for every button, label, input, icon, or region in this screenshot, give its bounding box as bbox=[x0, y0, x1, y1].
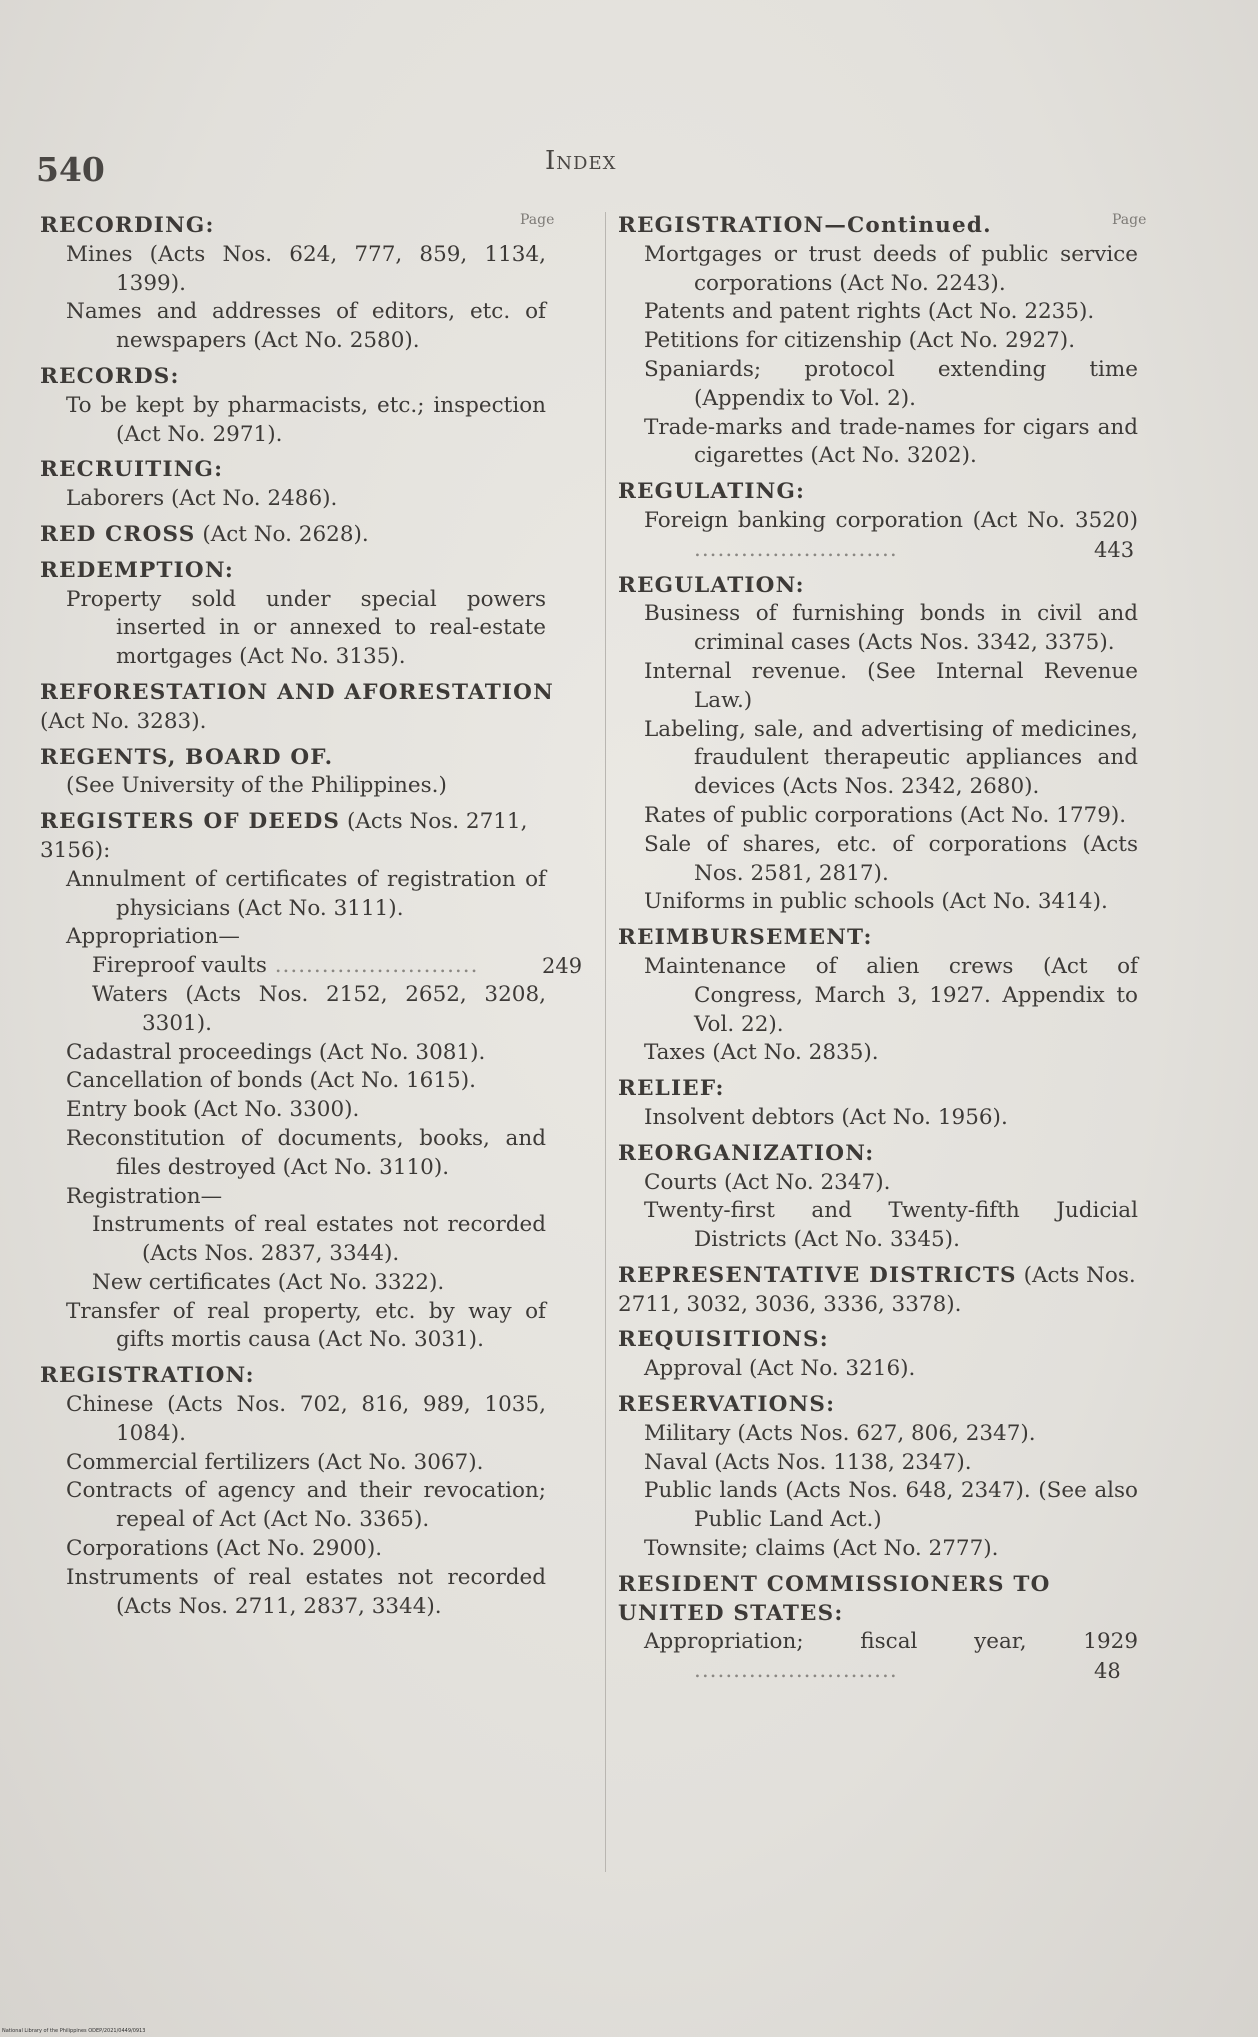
index-heading bbox=[40, 808, 560, 866]
subentry-text: Patents and patent rights (Act No. 2235). bbox=[644, 299, 1095, 325]
subentry-text: Chinese (Acts Nos. 702, 816, 989, 1035, 1084). bbox=[66, 1392, 546, 1446]
subentry-text: Mortgages or trust deeds of public service corporations (Act No. 2243). bbox=[644, 241, 1138, 296]
index-subentry bbox=[92, 1211, 546, 1269]
subentry-text: Labeling, sale, and advertising of medicines, fraudulent therapeutic appliances and devices (Acts Nos. 2342, 2680). bbox=[644, 716, 1138, 800]
index-subentry bbox=[644, 1535, 1138, 1564]
index-subentry bbox=[66, 485, 546, 514]
index-subentry bbox=[66, 298, 546, 356]
heading-text: RESIDENT COMMISSIONERS TO UNITED STATES: bbox=[618, 1571, 1051, 1626]
subentry-text: Names and addresses of editors, etc. of newspapers (Act No. 2580). bbox=[66, 299, 546, 354]
subentry-text: Public lands (Acts Nos. 648, 2347). (See also Public Land Act.) bbox=[644, 1478, 1138, 1533]
subentry-text: New certificates (Act No. 3322). bbox=[92, 1269, 445, 1295]
index-subentry: Appropriation; fiscal year, 1929 .......................... 48 bbox=[644, 1629, 1138, 1684]
index-subentry bbox=[92, 1269, 546, 1298]
subentry-text: Property sold under special powers inserted in or annexed to real-estate mortgages (Act No. 3135). bbox=[66, 586, 546, 670]
heading-text: RESERVATIONS: bbox=[618, 1392, 836, 1418]
subentry-text: Approval (Act No. 3216). bbox=[644, 1356, 916, 1382]
subentry-text: Townsite; claims (Act No. 2777). bbox=[644, 1536, 999, 1562]
dot-leader: .......................... bbox=[266, 953, 479, 979]
subentry-text: Annulment of certificates of registration of physicians (Act No. 3111). bbox=[66, 866, 546, 921]
index-subentry bbox=[66, 772, 546, 801]
index-subentry bbox=[66, 1535, 546, 1564]
subentry-text: Trade-marks and trade-names for cigars and cigarettes (Act No. 3202). bbox=[644, 414, 1138, 469]
heading-text: REGULATION: bbox=[618, 572, 805, 598]
index-subentry bbox=[66, 1391, 546, 1449]
index-heading bbox=[618, 478, 1158, 507]
index-heading bbox=[618, 1075, 1158, 1104]
index-subentry bbox=[66, 1477, 546, 1535]
index-subentry bbox=[644, 327, 1138, 356]
heading-text: REORGANIZATION: bbox=[618, 1140, 875, 1166]
index-subentry bbox=[644, 888, 1138, 917]
subentry-text: Internal revenue. (See Internal Revenue Law.) bbox=[644, 658, 1138, 713]
subentry-text: Foreign banking corporation (Act No. 3520) bbox=[644, 507, 1138, 533]
index-subentry bbox=[66, 1096, 546, 1125]
subentry-text: Mines (Acts Nos. 624, 777, 859, 1134, 1399). bbox=[66, 241, 546, 296]
page-title: Index bbox=[545, 146, 617, 176]
index-heading bbox=[618, 212, 1158, 241]
heading-text: REGISTRATION—Continued. bbox=[618, 213, 992, 238]
heading-text: RED CROSS bbox=[40, 521, 196, 547]
index-heading bbox=[618, 1262, 1158, 1320]
subentry-text: Business of furnishing bonds in civil and criminal cases (Acts Nos. 3342, 3375). bbox=[644, 601, 1138, 656]
heading-reference: (Act No. 2628). bbox=[195, 521, 369, 547]
subentry-text: Rates of public corporations (Act No. 1779). bbox=[644, 802, 1127, 828]
heading-text: REQUISITIONS: bbox=[618, 1327, 829, 1353]
column-divider bbox=[605, 212, 606, 1872]
index-subentry bbox=[644, 802, 1138, 831]
subentry-text: Taxes (Act No. 2835). bbox=[644, 1040, 879, 1066]
heading-text: RECRUITING: bbox=[40, 457, 224, 483]
index-heading bbox=[40, 557, 560, 586]
index-subentry bbox=[66, 241, 546, 299]
subentry-text: Laborers (Act No. 2486). bbox=[66, 486, 338, 512]
index-subentry bbox=[66, 1067, 546, 1096]
index-subentry bbox=[66, 392, 546, 450]
subentry-text: Registration— bbox=[66, 1183, 223, 1209]
dot-leader: .......................... bbox=[694, 1658, 898, 1684]
index-subentry bbox=[644, 1355, 1138, 1384]
subentry-text: Instruments of real estates not recorded (Acts Nos. 2711, 2837, 3344). bbox=[66, 1564, 546, 1619]
subentry-text: Appropriation; fiscal year, 1929 bbox=[644, 1629, 1138, 1655]
index-subentry bbox=[92, 981, 546, 1039]
heading-text: RECORDS: bbox=[40, 363, 180, 389]
page-number: 540 bbox=[36, 150, 105, 189]
subentry-text: Cadastral proceedings (Act No. 3081). bbox=[66, 1039, 486, 1065]
index-subentry bbox=[644, 1104, 1138, 1133]
index-subentry bbox=[644, 831, 1138, 889]
subentry-text: Military (Acts Nos. 627, 806, 2347). bbox=[644, 1420, 1036, 1446]
subentry-text: Fireproof vaults bbox=[92, 953, 267, 979]
left-index-column bbox=[40, 212, 583, 1621]
index-subentry bbox=[66, 1183, 546, 1212]
index-subentry: Fireproof vaults .......................... 249 bbox=[92, 953, 583, 979]
subentry-text: Instruments of real estates not recorded (Acts Nos. 2837, 3344). bbox=[92, 1212, 546, 1267]
heading-text: RELIEF: bbox=[618, 1076, 725, 1102]
index-heading bbox=[618, 572, 1158, 601]
subentry-text: Reconstitution of documents, books, and files destroyed (Act No. 3110). bbox=[66, 1125, 546, 1180]
heading-text: REFORESTATION AND AFORESTATION bbox=[40, 679, 554, 705]
subentry-text: Naval (Acts Nos. 1138, 2347). bbox=[644, 1449, 972, 1475]
index-subentry bbox=[644, 716, 1138, 802]
index-subentry bbox=[644, 953, 1138, 1039]
index-subentry bbox=[644, 600, 1138, 658]
heading-reference: (Acts Nos. 2711, 3156): bbox=[40, 809, 528, 863]
index-subentry bbox=[66, 1125, 546, 1183]
index-subentry bbox=[66, 866, 546, 924]
index-heading bbox=[40, 1362, 560, 1391]
index-subentry bbox=[66, 1298, 546, 1356]
index-subentry bbox=[66, 1449, 546, 1478]
heading-reference: (Acts Nos. 2711, 3032, 3036, 3336, 3378). bbox=[618, 1262, 1136, 1317]
index-subentry bbox=[66, 1039, 546, 1068]
subentry-text: To be kept by pharmacists, etc.; inspection (Act No. 2971). bbox=[66, 392, 546, 447]
subentry-text: Courts (Act No. 2347). bbox=[644, 1169, 891, 1195]
index-subentry bbox=[644, 658, 1138, 716]
right-index-column bbox=[618, 212, 1158, 1686]
index-heading bbox=[618, 1140, 1158, 1169]
index-subentry: Foreign banking corporation (Act No. 3520) .......................... 443 bbox=[644, 507, 1138, 562]
index-subentry bbox=[644, 298, 1138, 327]
heading-text: REGULATING: bbox=[618, 479, 806, 505]
subentry-text: Entry book (Act No. 3300). bbox=[66, 1097, 360, 1123]
heading-text: REIMBURSEMENT: bbox=[618, 925, 873, 951]
index-subentry bbox=[644, 1197, 1138, 1255]
subentry-text: Uniforms in public schools (Act No. 3414). bbox=[644, 889, 1108, 915]
subentry-text: Commercial fertilizers (Act No. 3067). bbox=[66, 1449, 484, 1475]
heading-text: REGISTRATION: bbox=[40, 1363, 255, 1389]
index-subentry bbox=[644, 1169, 1138, 1198]
heading-reference: (Act No. 3283). bbox=[40, 708, 207, 734]
subentry-text: Cancellation of bonds (Act No. 1615). bbox=[66, 1068, 476, 1094]
subentry-text: Corporations (Act No. 2900). bbox=[66, 1536, 383, 1562]
subentry-text: Waters (Acts Nos. 2152, 2652, 3208, 3301). bbox=[92, 981, 546, 1036]
subentry-text: Sale of shares, etc. of corporations (Acts Nos. 2581, 2817). bbox=[644, 831, 1138, 886]
index-subentry bbox=[644, 241, 1138, 299]
index-heading bbox=[40, 456, 560, 485]
subentry-text: Appropriation— bbox=[66, 924, 240, 950]
subentry-text: Insolvent debtors (Act No. 1956). bbox=[644, 1104, 1008, 1130]
dot-leader: .......................... bbox=[694, 536, 898, 562]
index-subentry bbox=[644, 1449, 1138, 1478]
index-heading bbox=[618, 1391, 1158, 1420]
heading-text: REDEMPTION: bbox=[40, 557, 235, 583]
index-subentry bbox=[644, 414, 1138, 472]
subentry-text: Spaniards; protocol extending time (Appendix to Vol. 2). bbox=[644, 356, 1138, 411]
index-heading bbox=[40, 363, 560, 392]
index-heading bbox=[618, 924, 1158, 953]
heading-text: REGENTS, BOARD OF. bbox=[40, 744, 334, 770]
index-heading bbox=[40, 212, 560, 241]
subentry-text: Transfer of real property, etc. by way of gifts mortis causa (Act No. 3031). bbox=[66, 1298, 546, 1353]
index-subentry bbox=[66, 923, 546, 952]
footer-credit: National Library of the Philippines ODEP/2021/0449/0913 bbox=[2, 2028, 146, 2034]
subentry-text: Petitions for citizenship (Act No. 2927). bbox=[644, 328, 1076, 354]
index-heading bbox=[40, 679, 560, 737]
heading-text: REPRESENTATIVE DISTRICTS bbox=[618, 1262, 1017, 1288]
subentry-text: Maintenance of alien crews (Act of Congress, March 3, 1927. Appendix to Vol. 22). bbox=[644, 953, 1138, 1037]
subentry-text: Twenty-first and Twenty-fifth Judicial Districts (Act No. 3345). bbox=[644, 1198, 1138, 1253]
index-subentry bbox=[66, 586, 546, 672]
page-column-label-left: Page bbox=[520, 212, 555, 228]
index-heading bbox=[618, 1571, 1158, 1629]
heading-text: REGISTERS OF DEEDS bbox=[40, 809, 341, 835]
heading-text: RECORDING: bbox=[40, 213, 215, 238]
subentry-text: (See University of the Philippines.) bbox=[66, 773, 447, 799]
index-heading bbox=[40, 744, 560, 773]
page-column-label-right: Page bbox=[1112, 212, 1147, 228]
index-subentry bbox=[66, 1564, 546, 1622]
index-subentry bbox=[644, 356, 1138, 414]
index-heading bbox=[618, 1326, 1158, 1355]
index-subentry bbox=[644, 1420, 1138, 1449]
index-heading bbox=[40, 521, 560, 550]
index-subentry bbox=[644, 1477, 1138, 1535]
index-subentry bbox=[644, 1039, 1138, 1068]
subentry-text: Contracts of agency and their revocation; repeal of Act (Act No. 3365). bbox=[66, 1478, 546, 1533]
